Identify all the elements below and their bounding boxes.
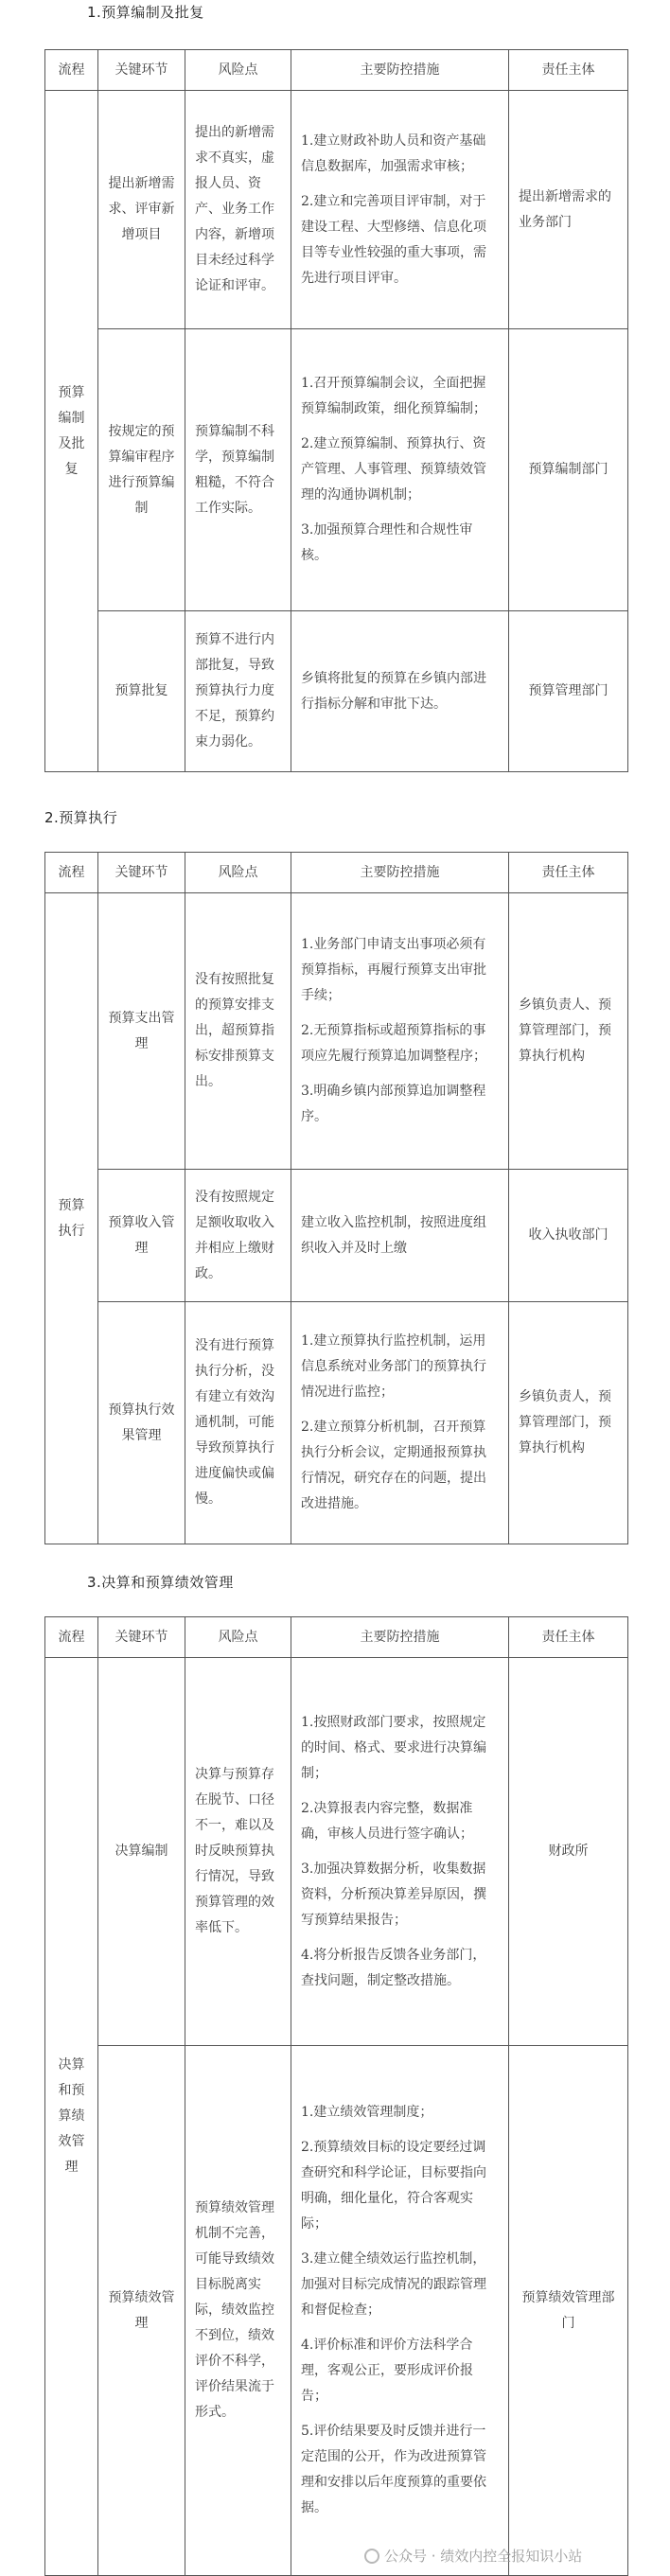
- header-key-link: 关键环节: [98, 50, 185, 91]
- owner-cell: 财政所: [509, 1658, 628, 2046]
- measures-cell: [291, 1170, 509, 1302]
- measures-cell: [291, 1302, 509, 1544]
- key-link-cell: 预算收入管理: [98, 1170, 185, 1302]
- header-risk: 风险点: [185, 853, 291, 893]
- measures-cell: [291, 611, 509, 772]
- risk-cell: 决算与预算存在脱节、口径不一，难以及时反映预算执行情况，导致预算管理的效率低下。: [185, 1658, 291, 2046]
- owner-cell: 乡镇负责人，预算管理部门，预算执行机构: [509, 1302, 628, 1544]
- section-3-title: 3.决算和预算绩效管理: [87, 1574, 234, 1591]
- table-row: [45, 1302, 628, 1544]
- watermark-text: 公众号 · 绩效内控全报知识小站: [384, 2548, 583, 2565]
- header-risk: 风险点: [185, 1617, 291, 1658]
- key-link-cell: 预算支出管理: [98, 893, 185, 1170]
- risk-cell: 没有按照批复的预算安排支出，超预算指标安排预算支出。: [185, 893, 291, 1170]
- measure-item: 3.加强预算合理性和合规性审核。: [301, 522, 473, 563]
- risk-cell: 没有按照规定足额收取收入并相应上缴财政。: [185, 1170, 291, 1302]
- key-link-cell: 决算编制: [98, 1658, 185, 2046]
- header-key-link: 关键环节: [98, 853, 185, 893]
- watermark: [364, 2546, 582, 2566]
- table-row: [45, 611, 628, 772]
- owner-cell: 预算绩效管理部门: [509, 2046, 628, 2576]
- key-link-cell: 按规定的预算编审程序进行预算编制: [98, 329, 185, 611]
- owner-cell: 乡镇负责人、预算管理部门，预算执行机构: [509, 893, 628, 1170]
- table-row: [45, 2046, 628, 2576]
- measure-item: 2.建立预算编制、预算执行、资产管理、人事管理、预算绩效管理的沟通协调机制；: [301, 436, 486, 503]
- process-cell: 预算编制及批复: [45, 91, 98, 772]
- final-accounts-performance-table: [44, 1616, 628, 2576]
- measure-item: 1.召开预算编制会议，全面把握预算编制政策，细化预算编制；: [301, 376, 486, 416]
- table-row: [45, 91, 628, 329]
- table-row: [45, 1170, 628, 1302]
- wechat-logo-icon: [364, 2549, 379, 2564]
- header-process: 流程: [45, 50, 98, 91]
- risk-cell: 提出的新增需求不真实，虚报人员、资产、业务工作内容，新增项目未经过科学论证和评审。: [185, 91, 291, 329]
- table-row: [45, 1658, 628, 2046]
- owner-cell: 提出新增需求的业务部门: [509, 91, 628, 329]
- header-risk: 风险点: [185, 50, 291, 91]
- key-link-cell: 预算绩效管理: [98, 2046, 185, 2576]
- measure-item: 2.决算报表内容完整，数据准确，审核人员进行签字确认；: [301, 1800, 473, 1842]
- measure-item: 建立收入监控机制，按照进度组织收入并及时上缴: [301, 1214, 486, 1256]
- measure-item: 1.建立绩效管理制度；: [301, 2105, 433, 2120]
- table-row: [45, 893, 628, 1170]
- table-row: [45, 329, 628, 611]
- measure-item: 2.无预算指标或超预算指标的事项应先履行预算追加调整程序；: [301, 1023, 486, 1064]
- measure-item: 2.预算绩效目标的设定要经过调查研究和科学论证，目标要指向明确，细化量化，符合客观实际；: [301, 2140, 486, 2232]
- header-key-link: 关键环节: [98, 1617, 185, 1658]
- measure-item: 3.加强决算数据分析，收集数据资料，分析预决算差异原因，撰写预算结果报告；: [301, 1861, 486, 1928]
- header-process: 流程: [45, 853, 98, 893]
- header-measures: 主要防控措施: [291, 1617, 509, 1658]
- header-owner: 责任主体: [509, 853, 628, 893]
- header-owner: 责任主体: [509, 50, 628, 91]
- owner-cell: 收入执收部门: [509, 1170, 628, 1302]
- header-measures: 主要防控措施: [291, 853, 509, 893]
- risk-cell: 没有进行预算执行分析，没有建立有效沟通机制，可能导致预算执行进度偏快或偏慢。: [185, 1302, 291, 1544]
- measure-item: 3.明确乡镇内部预算追加调整程序。: [301, 1084, 486, 1124]
- budget-execution-table: [44, 852, 628, 1544]
- measure-item: 3.建立健全绩效运行监控机制，加强对目标完成情况的跟踪管理和督促检查；: [301, 2251, 486, 2318]
- section-1-title: 1.预算编制及批复: [87, 4, 204, 21]
- table-header-row: [45, 1617, 628, 1658]
- owner-cell: 预算编制部门: [509, 329, 628, 611]
- table-header-row: [45, 853, 628, 893]
- measure-item: 1.业务部门申请支出事项必须有预算指标，再履行预算支出审批手续；: [301, 937, 486, 1003]
- key-link-cell: 预算执行效果管理: [98, 1302, 185, 1544]
- key-link-cell: 提出新增需求、评审新增项目: [98, 91, 185, 329]
- header-measures: 主要防控措施: [291, 50, 509, 91]
- measures-cell: [291, 91, 509, 329]
- section-2-title: 2.预算执行: [44, 809, 118, 826]
- measures-cell: [291, 2046, 509, 2576]
- measure-item: 4.评价标准和评价方法科学合理，客观公正，要形成评价报告；: [301, 2338, 473, 2404]
- process-cell: 决算和预算绩效管理: [45, 1658, 98, 2576]
- header-owner: 责任主体: [509, 1617, 628, 1658]
- process-cell: 预算执行: [45, 893, 98, 1544]
- measure-item: 4.将分析报告反馈各业务部门，查找问题，制定整改措施。: [301, 1947, 486, 1988]
- measures-cell: [291, 893, 509, 1170]
- measures-cell: [291, 1658, 509, 2046]
- measure-item: 1.建立预算执行监控机制，运用信息系统对业务部门的预算执行情况进行监控；: [301, 1333, 486, 1400]
- key-link-cell: 预算批复: [98, 611, 185, 772]
- measures-cell: [291, 329, 509, 611]
- table-header-row: [45, 50, 628, 91]
- measure-item: 1.建立财政补助人员和资产基础信息数据库，加强需求审核；: [301, 132, 486, 174]
- measure-item: 2.建立和完善项目评审制，对于建设工程、大型修缮、信息化项目等专业性较强的重大事项，需先进行项目评审。: [301, 193, 486, 286]
- risk-cell: 预算编制不科学，预算编制粗糙，不符合工作实际。: [185, 329, 291, 611]
- header-process: 流程: [45, 1617, 98, 1658]
- measure-item: 2.建立预算分析机制，召开预算执行分析会议，定期通报预算执行情况，研究存在的问题，提出改进措施。: [301, 1420, 486, 1511]
- risk-cell: 预算绩效管理机制不完善，可能导致绩效目标脱离实际，绩效监控不到位，绩效评价不科学，评价结果流于形式。: [185, 2046, 291, 2576]
- budget-preparation-table: [44, 49, 628, 772]
- measure-item: 5.评价结果要及时反馈并进行一定范围的公开，作为改进预算管理和安排以后年度预算的重要依据。: [301, 2424, 486, 2515]
- risk-cell: 预算不进行内部批复，导致预算执行力度不足，预算约束力弱化。: [185, 611, 291, 772]
- measure-item: 1.按照财政部门要求，按照规定的时间、格式、要求进行决算编制；: [301, 1714, 486, 1781]
- measure-item: 乡镇将批复的预算在乡镇内部进行指标分解和审批下达。: [301, 670, 486, 712]
- owner-cell: 预算管理部门: [509, 611, 628, 772]
